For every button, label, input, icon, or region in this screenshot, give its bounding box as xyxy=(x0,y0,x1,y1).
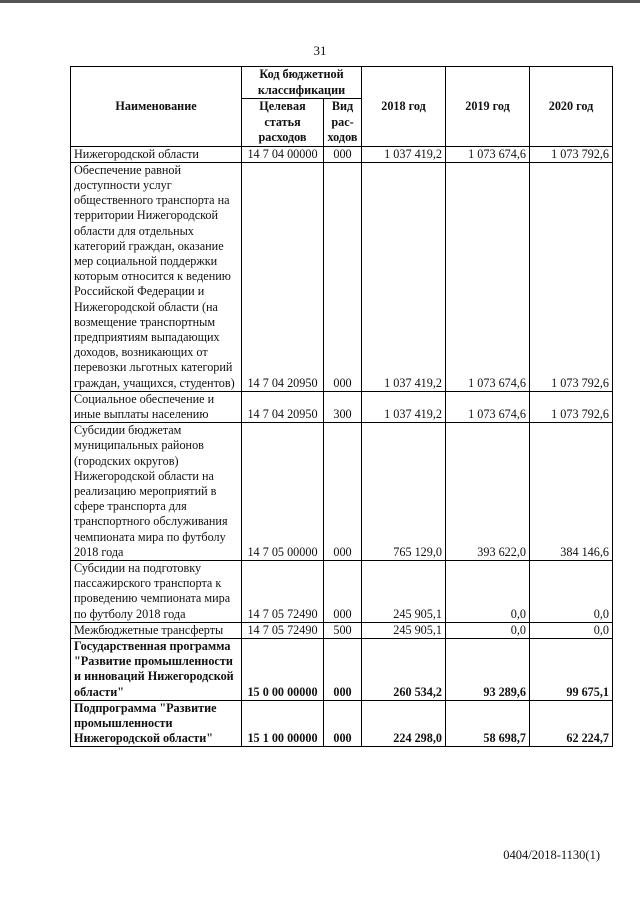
row-name: Нижегородской области xyxy=(71,146,242,162)
row-2019: 0,0 xyxy=(446,622,530,638)
row-expense-type: 000 xyxy=(324,146,362,162)
table-row xyxy=(71,146,613,162)
row-2020: 99 675,1 xyxy=(530,639,613,701)
page-number: 31 xyxy=(313,43,327,58)
row-target-code: 14 7 04 00000 xyxy=(242,146,324,162)
row-name: Государственная программа "Развитие промышленности и инноваций Нижегородской области" xyxy=(71,639,242,701)
row-2020: 1 073 792,6 xyxy=(530,162,613,391)
row-2020: 1 073 792,6 xyxy=(530,391,613,422)
row-2020: 1 073 792,6 xyxy=(530,146,613,162)
row-2018: 260 534,2 xyxy=(362,639,446,701)
row-expense-type: 000 xyxy=(324,560,362,622)
row-2020: 62 224,7 xyxy=(530,700,613,747)
header-2018: 2018 год xyxy=(362,67,446,147)
row-2018: 245 905,1 xyxy=(362,622,446,638)
table-row-program xyxy=(71,639,613,701)
row-target-code: 14 7 05 00000 xyxy=(242,423,324,561)
row-target-code: 14 7 04 20950 xyxy=(242,162,324,391)
top-border-line xyxy=(0,0,640,3)
row-2019: 1 073 674,6 xyxy=(446,162,530,391)
header-code-group: Код бюджетной классификации xyxy=(242,67,362,99)
row-2019: 1 073 674,6 xyxy=(446,146,530,162)
row-2018: 1 037 419,2 xyxy=(362,146,446,162)
row-2019: 0,0 xyxy=(446,560,530,622)
row-name: Социальное обеспечение и иные выплаты населению xyxy=(71,391,242,422)
row-2020: 384 146,6 xyxy=(530,423,613,561)
row-target-code: 14 7 05 72490 xyxy=(242,560,324,622)
row-name: Субсидии бюджетам муниципальных районов (городских округов) Нижегородской области на реализацию мероприятий в сфере транспорта для транспортного обслуживания чемпионата мира по футболу 2018 года xyxy=(71,423,242,561)
row-expense-type: 300 xyxy=(324,391,362,422)
row-2019: 93 289,6 xyxy=(446,639,530,701)
row-target-code: 14 7 04 20950 xyxy=(242,391,324,422)
row-2020: 0,0 xyxy=(530,560,613,622)
table-row-subprogram xyxy=(71,700,613,747)
row-2019: 393 622,0 xyxy=(446,423,530,561)
row-2019: 58 698,7 xyxy=(446,700,530,747)
table-row xyxy=(71,391,613,422)
row-name: Межбюджетные трансферты xyxy=(71,622,242,638)
row-expense-type: 000 xyxy=(324,162,362,391)
row-name: Субсидии на подготовку пассажирского транспорта к проведению чемпионата мира по футболу 2018 года xyxy=(71,560,242,622)
row-target-code: 15 0 00 00000 xyxy=(242,639,324,701)
header-row xyxy=(71,67,613,99)
table-row xyxy=(71,622,613,638)
row-2018: 765 129,0 xyxy=(362,423,446,561)
row-2018: 1 037 419,2 xyxy=(362,391,446,422)
header-expense-type: Вид рас-ходов xyxy=(324,99,362,147)
row-2020: 0,0 xyxy=(530,622,613,638)
row-name: Подпрограмма "Развитие промышленности Нижегородской области" xyxy=(71,700,242,747)
row-2018: 1 037 419,2 xyxy=(362,162,446,391)
table-row xyxy=(71,423,613,561)
header-2019: 2019 год xyxy=(446,67,530,147)
table-row xyxy=(71,162,613,391)
row-expense-type: 500 xyxy=(324,622,362,638)
header-2020: 2020 год xyxy=(530,67,613,147)
document-code: 0404/2018-1130(1) xyxy=(503,848,600,862)
budget-table xyxy=(70,66,613,747)
row-expense-type: 000 xyxy=(324,639,362,701)
row-name: Обеспечение равной доступности услуг общественного транспорта на территории Нижегородской области для отдельных категорий граждан, оказание мер социальной поддержки которым относится к ведению Российской Федерации и Нижегородской области (на возмещение транспортным предприятиям выпадающих доходов, возникающих от перевозки льготных категорий граждан, учащихся, студентов) xyxy=(71,162,242,391)
row-expense-type: 000 xyxy=(324,700,362,747)
table-row xyxy=(71,560,613,622)
row-2018: 245 905,1 xyxy=(362,560,446,622)
row-2018: 224 298,0 xyxy=(362,700,446,747)
row-target-code: 14 7 05 72490 xyxy=(242,622,324,638)
row-2019: 1 073 674,6 xyxy=(446,391,530,422)
row-target-code: 15 1 00 00000 xyxy=(242,700,324,747)
header-name: Наименование xyxy=(71,67,242,147)
header-target-article: Целевая статья расходов xyxy=(242,99,324,147)
row-expense-type: 000 xyxy=(324,423,362,561)
